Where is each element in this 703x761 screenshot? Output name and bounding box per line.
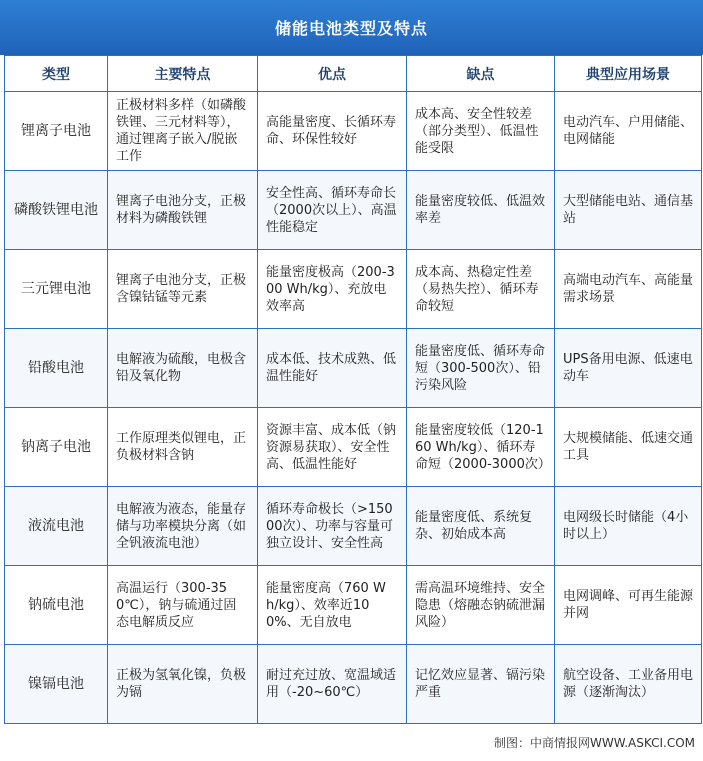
pros-cell: 成本低、技术成熟、低温性能好 xyxy=(258,329,407,408)
header-pros: 优点 xyxy=(258,56,407,92)
features-cell: 工作原理类似锂电，正负极材料含钠 xyxy=(108,408,258,487)
cons-cell: 能量密度较低（120-160 Wh/kg）、循环寿命短（2000-3000次） xyxy=(407,408,555,487)
cons-cell: 能量密度低、循环寿命短（300-500次）、铅污染风险 xyxy=(407,329,555,408)
source-credit: 制图：中商情报网WWW.ASKCI.COM xyxy=(494,736,695,750)
header-features: 主要特点 xyxy=(108,56,258,92)
applications-cell: 电网级长时储能（4小时以上） xyxy=(555,487,702,566)
type-cell: 钠硫电池 xyxy=(5,566,108,645)
pros-cell: 安全性高、循环寿命长（2000次以上）、高温性能稳定 xyxy=(258,171,407,250)
table-row xyxy=(5,408,702,487)
cons-cell: 成本高、热稳定性差（易热失控）、循环寿命较短 xyxy=(407,250,555,329)
type-cell: 镍镉电池 xyxy=(5,645,108,724)
features-cell: 电解液为硫酸，电极含铅及氧化物 xyxy=(108,329,258,408)
cons-cell: 记忆效应显著、镉污染严重 xyxy=(407,645,555,724)
type-cell: 液流电池 xyxy=(5,487,108,566)
features-cell: 锂离子电池分支，正极含镍钴锰等元素 xyxy=(108,250,258,329)
features-cell: 电解液为液态，能量存储与功率模块分离（如全钒液流电池） xyxy=(108,487,258,566)
table-row xyxy=(5,171,702,250)
pros-cell: 高能量密度、长循环寿命、环保性较好 xyxy=(258,92,407,171)
applications-cell: UPS备用电源、低速电动车 xyxy=(555,329,702,408)
table-row xyxy=(5,329,702,408)
type-cell: 锂离子电池 xyxy=(5,92,108,171)
cons-cell: 能量密度低、系统复杂、初始成本高 xyxy=(407,487,555,566)
header-row xyxy=(5,56,702,92)
type-cell: 三元锂电池 xyxy=(5,250,108,329)
type-cell: 磷酸铁锂电池 xyxy=(5,171,108,250)
table-row xyxy=(5,566,702,645)
table-title: 储能电池类型及特点 xyxy=(0,0,703,55)
applications-cell: 电动汽车、户用储能、电网储能 xyxy=(555,92,702,171)
applications-cell: 高端电动汽车、高能量需求场景 xyxy=(555,250,702,329)
pros-cell: 能量密度极高（200-300 Wh/kg）、充放电效率高 xyxy=(258,250,407,329)
pros-cell: 耐过充过放、宽温域适用（-20~60℃） xyxy=(258,645,407,724)
cons-cell: 成本高、安全性较差（部分类型）、低温性能受限 xyxy=(407,92,555,171)
table-row xyxy=(5,92,702,171)
header-type: 类型 xyxy=(5,56,108,92)
features-cell: 锂离子电池分支，正极材料为磷酸铁锂 xyxy=(108,171,258,250)
features-cell: 高温运行（300-350℃），钠与硫通过固态电解质反应 xyxy=(108,566,258,645)
table-row xyxy=(5,645,702,724)
type-cell: 钠离子电池 xyxy=(5,408,108,487)
applications-cell: 电网调峰、可再生能源并网 xyxy=(555,566,702,645)
applications-cell: 大型储能电站、通信基站 xyxy=(555,171,702,250)
applications-cell: 大规模储能、低速交通工具 xyxy=(555,408,702,487)
header-cons: 缺点 xyxy=(407,56,555,92)
pros-cell: 能量密度高（760 Wh/kg）、效率近100%、无自放电 xyxy=(258,566,407,645)
table-row xyxy=(5,250,702,329)
applications-cell: 航空设备、工业备用电源（逐渐淘汰） xyxy=(555,645,702,724)
type-cell: 铅酸电池 xyxy=(5,329,108,408)
cons-cell: 需高温环境维持、安全隐患（熔融态钠硫泄漏风险） xyxy=(407,566,555,645)
header-applications: 典型应用场景 xyxy=(555,56,702,92)
features-cell: 正极为氢氧化镍，负极为镉 xyxy=(108,645,258,724)
battery-table xyxy=(4,55,702,724)
features-cell: 正极材料多样（如磷酸铁锂、三元材料等），通过锂离子嵌入/脱嵌工作 xyxy=(108,92,258,171)
cons-cell: 能量密度较低、低温效率差 xyxy=(407,171,555,250)
pros-cell: 资源丰富、成本低（钠资源易获取）、安全性高、低温性能好 xyxy=(258,408,407,487)
table-row xyxy=(5,487,702,566)
pros-cell: 循环寿命极长（>15000次）、功率与容量可独立设计、安全性高 xyxy=(258,487,407,566)
